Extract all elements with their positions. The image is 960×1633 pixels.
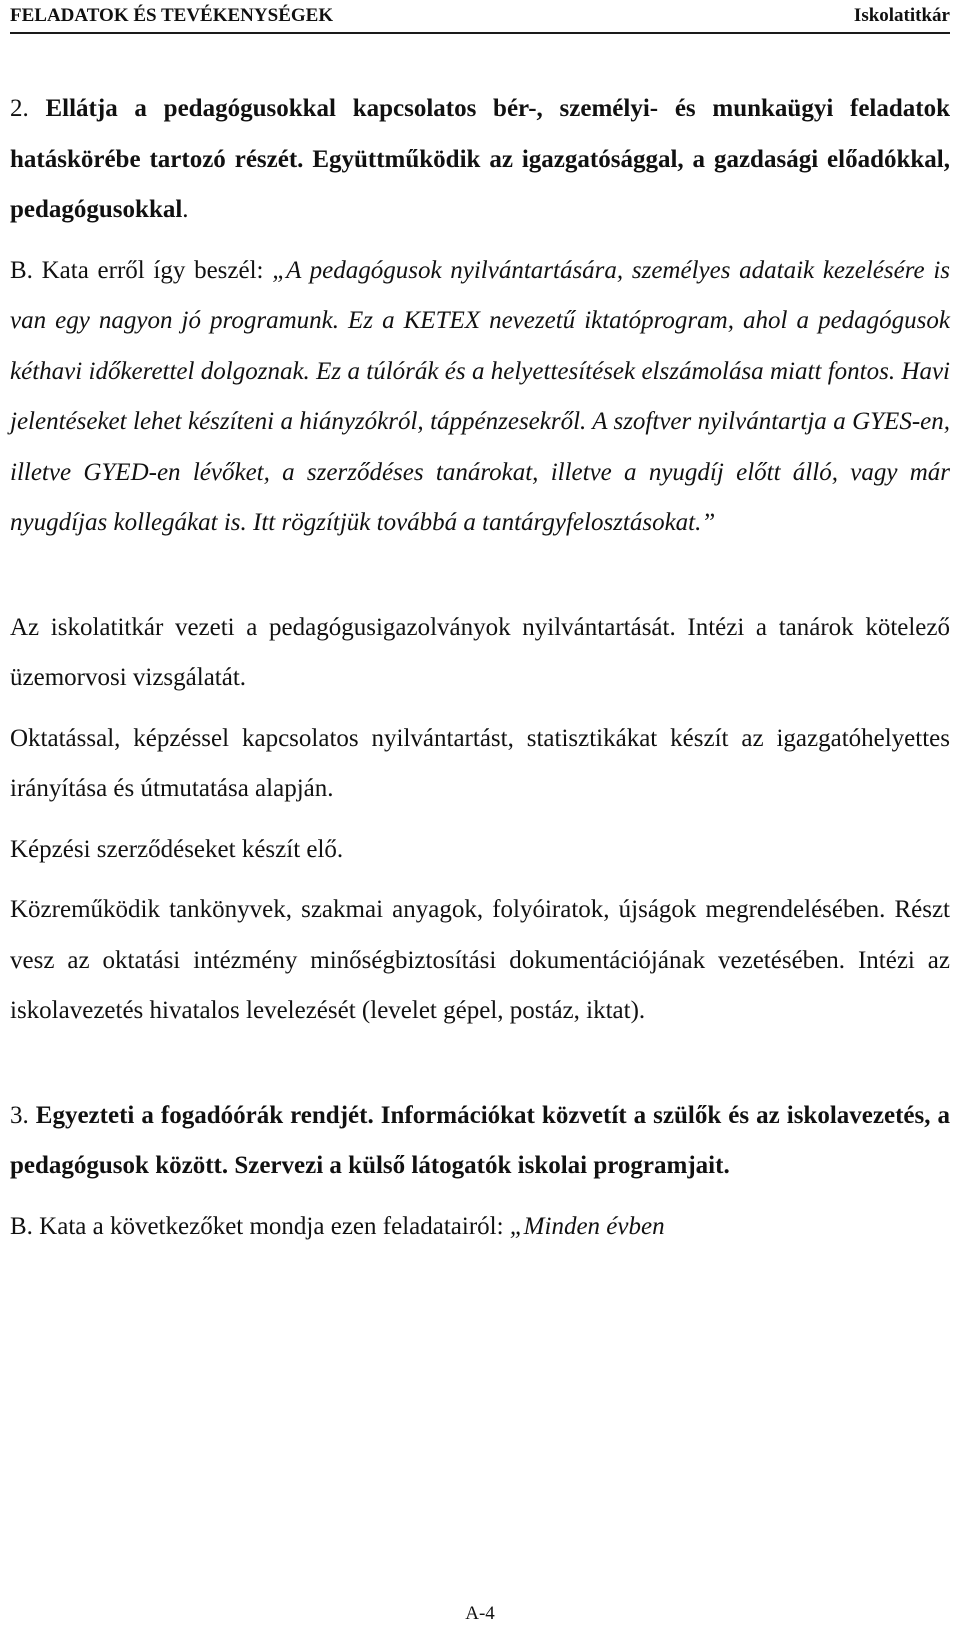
quote-text: „Minden évben (509, 1212, 665, 1240)
paragraph: Az iskolatitkár vezeti a pedagógusigazolványok nyilvántartását. Intézi a tanárok kötelező üzemorvosi vizsgálatát. (10, 613, 950, 691)
section-title: Ellátja a pedagógusokkal kapcsolatos bér-, személyi- és munkaügyi feladatok hatáskörébe tartozó részét. Együttműködik az igazgatósággal, a gazdasági előadókkal, pedagógusokkal (10, 95, 950, 223)
interview-quote-2 (10, 1202, 950, 1253)
section-number: 3. (10, 1101, 36, 1129)
interview-quote-1 (10, 246, 950, 549)
section-2-heading (10, 84, 950, 236)
section-number: 2. (10, 95, 29, 122)
document-body (10, 84, 950, 1252)
section-title-end: . (182, 196, 189, 223)
paragraph: Közreműködik tankönyvek, szakmai anyagok, folyóiratok, újságok megrendelésében. Részt vesz az oktatási intézmény minőségbiztosítási dokumentációjának vezetésében. Intézi az iskolavezetés hivatalos levelezését (levelet gépel, postáz, iktat). (10, 896, 950, 1024)
quote-lead: B. Kata erről így beszél: (10, 256, 273, 284)
quote-text: „A pedagógusok nyilvántartására, személyes adataik kezelésére is van egy nagyon jó programunk. Ez a KETEX nevezetű iktatóprogram, ahol a pedagógusok kéthavi időkerettel dolgoznak. Ez a túlórák és a helyettesítések elszámolása miatt fontos. Havi jelentéseket lehet készíteni a hiányzókról, táppénzesekről. A szoftver nyilvántartja a GYES-en, illetve GYED-en lévőket, a szerződéses tanárokat, illetve a nyugdíj előtt álló, vagy már nyugdíjas kollegákat is. Itt rögzítjük továbbá a tantárgyfelosztásokat.” (10, 256, 950, 536)
section-title: Egyezteti a fogadóórák rendjét. Információkat közvetít a szülők és az iskolavezetés, a pedagógusok között. Szervezi a külső látogatók iskolai programjait. (10, 1101, 951, 1179)
header-section-title: FELADATOK ÉS TEVÉKENYSÉGEK (10, 5, 334, 26)
paragraph: Oktatással, képzéssel kapcsolatos nyilvántartást, statisztikákat készít az igazgatóhelyettes irányítása és útmutatása alapján. (10, 724, 950, 802)
section-3-heading (10, 1091, 950, 1192)
paragraph: Képzési szerződéseket készít elő. (10, 835, 344, 863)
quote-lead: B. Kata a következőket mondja ezen feladatairól: (10, 1212, 510, 1240)
header-role: Iskolatitkár (853, 5, 950, 26)
page-number: A-4 (465, 1603, 495, 1624)
page-header (10, 0, 950, 34)
